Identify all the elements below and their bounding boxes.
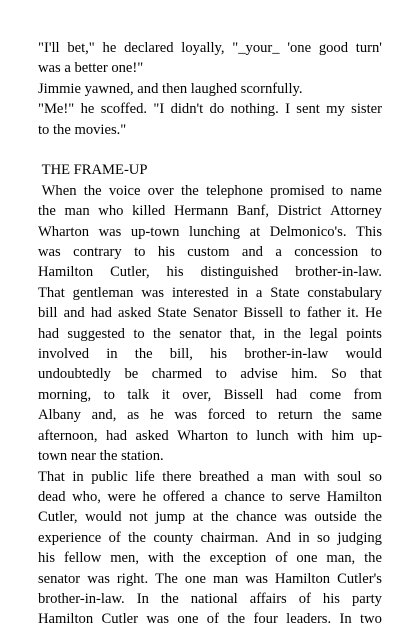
text-line: had suggested to the senator that, in the legal points bbox=[38, 325, 382, 342]
paragraph bbox=[38, 99, 382, 140]
text-line: That gentleman was interested in a State constabulary bbox=[38, 284, 382, 301]
paragraph bbox=[38, 467, 382, 630]
book-page bbox=[38, 38, 382, 630]
text-line: was a better one!" bbox=[38, 60, 144, 77]
text-line: That in public life there breathed a man with soul so bbox=[38, 468, 382, 485]
text-line: Wharton was up-town lunching at Delmonico's. This bbox=[38, 223, 382, 240]
text-line: "I'll bet," he declared loyally, "_your_ 'one good turn' bbox=[38, 40, 382, 56]
text-line: experience of the county chairman. And in so judging bbox=[38, 529, 382, 546]
text-line: Hamilton Cutler, his distinguished brother-in-law. bbox=[38, 264, 382, 281]
text-line: dead who, were he offered a chance to serve Hamilton bbox=[38, 488, 382, 505]
text-line: brother-in-law. In the national affairs of his party bbox=[38, 590, 382, 607]
text-line: undoubtedly be charmed to advise him. So that bbox=[38, 366, 382, 383]
text-line: to the movies." bbox=[38, 121, 127, 138]
paragraph bbox=[38, 181, 382, 467]
paragraph-spacer bbox=[38, 140, 382, 160]
paragraph bbox=[38, 79, 382, 99]
paragraph bbox=[38, 38, 382, 79]
text-line: Albany and, as he was forced to return the same bbox=[38, 407, 382, 424]
text-line: Jimmie yawned, and then laughed scornfully. bbox=[38, 80, 303, 97]
text-line: "Me!" he scoffed. "I didn't do nothing. I sent my sister bbox=[38, 101, 382, 118]
text-line: bill and had asked State Senator Bissell to father it. He bbox=[38, 305, 382, 322]
text-line: Hamilton Cutler was one of the four leaders. In two bbox=[38, 611, 382, 628]
text-line: involved in the bill, his brother-in-law would bbox=[38, 346, 382, 363]
text-line: Cutler, would not jump at the chance was outside the bbox=[38, 509, 382, 526]
text-line: the man who killed Hermann Banf, District Attorney bbox=[38, 203, 382, 220]
text-line: morning, to talk it over, Bissell had come from bbox=[38, 386, 382, 403]
text-line: his fellow men, with the exception of one man, the bbox=[38, 550, 382, 567]
text-line: When the voice over the telephone promised to name bbox=[38, 182, 382, 199]
text-line: was contrary to his custom and a concession to bbox=[38, 244, 382, 261]
text-line: afternoon, had asked Wharton to lunch with him up- bbox=[38, 427, 382, 444]
chapter-heading bbox=[38, 160, 382, 180]
text-line: senator was right. The one man was Hamilton Cutler's bbox=[38, 570, 382, 587]
text-line: town near the station. bbox=[38, 448, 164, 465]
text-line: THE FRAME-UP bbox=[38, 162, 148, 179]
